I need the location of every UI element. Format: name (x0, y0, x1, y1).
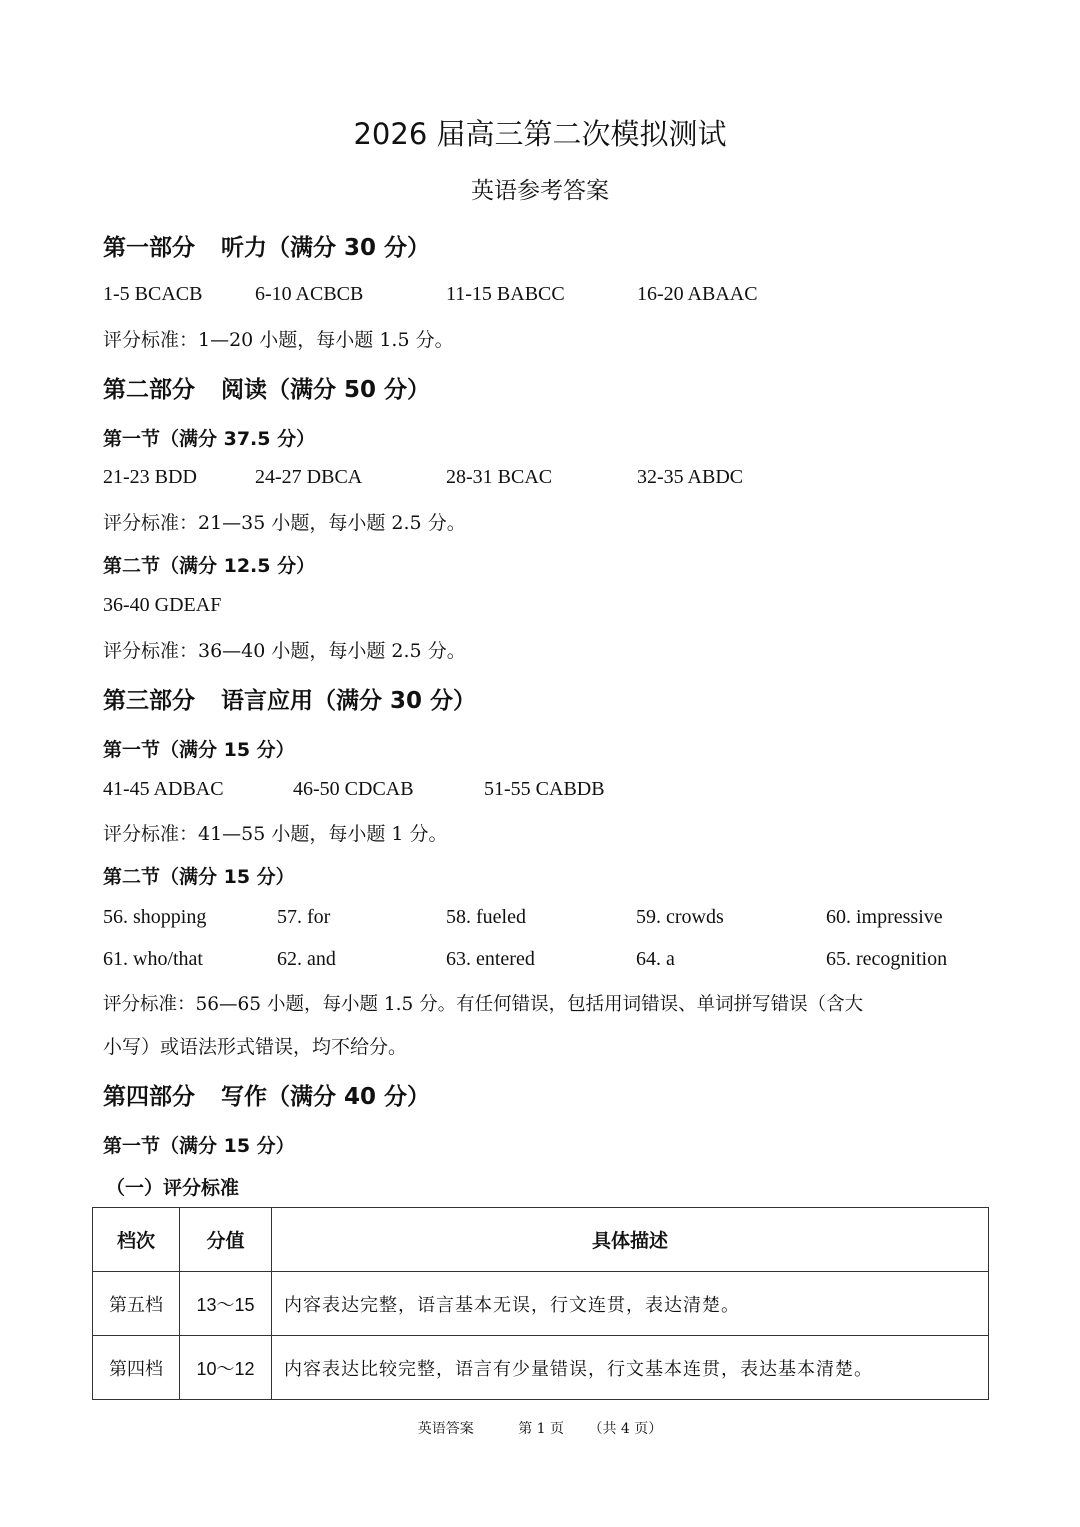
part3-section2-title: 第二节（满分 15 分） (103, 866, 295, 888)
rubric-table (92, 1207, 989, 1400)
part1-heading (103, 229, 430, 262)
answer-item: 57. for (277, 906, 331, 928)
rubric-score: 10～12 (180, 1336, 272, 1400)
part2-section2-title: 第二节（满分 12.5 分） (103, 555, 316, 577)
rubric-level: 第五档 (93, 1272, 180, 1336)
answer-group: 32-35 ABDC (637, 466, 744, 488)
answer-group: 16-20 ABAAC (637, 283, 758, 305)
answer-item: 60. impressive (826, 906, 943, 928)
rubric-score: 13～15 (180, 1272, 272, 1336)
part4-name: 第四部分 (103, 1084, 195, 1110)
part3-section2-scoring-note-line1: 评分标准：56—65 小题，每小题 1.5 分。有任何错误，包括用词错误、单词拼写错误（含大 (103, 994, 864, 1015)
answer-item: 58. fueled (446, 906, 526, 928)
rubric-description: 内容表达比较完整，语言有少量错误，行文基本连贯，表达基本清楚。 (272, 1336, 989, 1400)
answer-group: 46-50 CDCAB (293, 778, 414, 800)
part1-scoring-note: 评分标准：1—20 小题，每小题 1.5 分。 (103, 329, 454, 351)
answer-group: 41-45 ADBAC (103, 778, 224, 800)
rubric-header-row (93, 1208, 989, 1272)
rubric-header-score: 分值 (180, 1208, 272, 1272)
part2-section2-scoring-note: 评分标准：36—40 小题，每小题 2.5 分。 (103, 640, 466, 662)
table-row (93, 1336, 989, 1400)
part3-name: 第三部分 (103, 688, 195, 714)
rubric-header-description: 具体描述 (272, 1208, 989, 1272)
answer-item: 61. who/that (103, 948, 203, 970)
page-title: 2026 届高三第二次模拟测试 (353, 117, 727, 151)
answer-item: 64. a (636, 948, 675, 970)
part1-label: 听力（满分 30 分） (221, 235, 431, 261)
answer-group: 21-23 BDD (103, 466, 197, 488)
part3-section2-scoring-note-line2: 小写）或语法形式错误，均不给分。 (103, 1036, 408, 1058)
part3-section1-scoring-note: 评分标准：41—55 小题，每小题 1 分。 (103, 823, 448, 845)
table-row (93, 1272, 989, 1336)
answer-group: 51-55 CABDB (484, 778, 605, 800)
answer-item: 62. and (277, 948, 336, 970)
footer-doc-name: 英语答案 (417, 1421, 474, 1437)
part2-label: 阅读（满分 50 分） (221, 377, 431, 403)
page-footer (0, 1418, 1080, 1438)
answer-group: 24-27 DBCA (255, 466, 363, 488)
rubric-subtitle: （一）评分标准 (106, 1177, 240, 1199)
answer-group: 36-40 GDEAF (103, 594, 222, 616)
answer-group: 1-5 BCACB (103, 283, 203, 305)
answer-group: 6-10 ACBCB (255, 283, 364, 305)
answer-item: 59. crowds (636, 906, 724, 928)
footer-page-number: 第 1 页 (518, 1421, 564, 1437)
part4-label: 写作（满分 40 分） (221, 1084, 431, 1110)
answer-item: 56. shopping (103, 906, 207, 928)
part4-section1-title: 第一节（满分 15 分） (103, 1135, 295, 1157)
part3-label: 语言应用（满分 30 分） (221, 688, 477, 714)
part3-section1-title: 第一节（满分 15 分） (103, 739, 295, 761)
answer-item: 63. entered (446, 948, 535, 970)
part4-heading (103, 1078, 430, 1111)
answer-item: 65. recognition (826, 948, 948, 970)
footer-total-pages: （共 4 页） (588, 1421, 663, 1437)
part2-name: 第二部分 (103, 377, 195, 403)
answer-group: 11-15 BABCC (446, 283, 565, 305)
part1-name: 第一部分 (103, 235, 195, 261)
rubric-header-level: 档次 (93, 1208, 180, 1272)
page-subtitle: 英语参考答案 (471, 178, 609, 204)
answer-group: 28-31 BCAC (446, 466, 553, 488)
part3-heading (103, 682, 476, 715)
part2-heading (103, 371, 430, 404)
rubric-level: 第四档 (93, 1336, 180, 1400)
part2-section1-title: 第一节（满分 37.5 分） (103, 428, 316, 450)
part2-section1-scoring-note: 评分标准：21—35 小题，每小题 2.5 分。 (103, 512, 466, 534)
rubric-description: 内容表达完整，语言基本无误，行文连贯，表达清楚。 (272, 1272, 989, 1336)
